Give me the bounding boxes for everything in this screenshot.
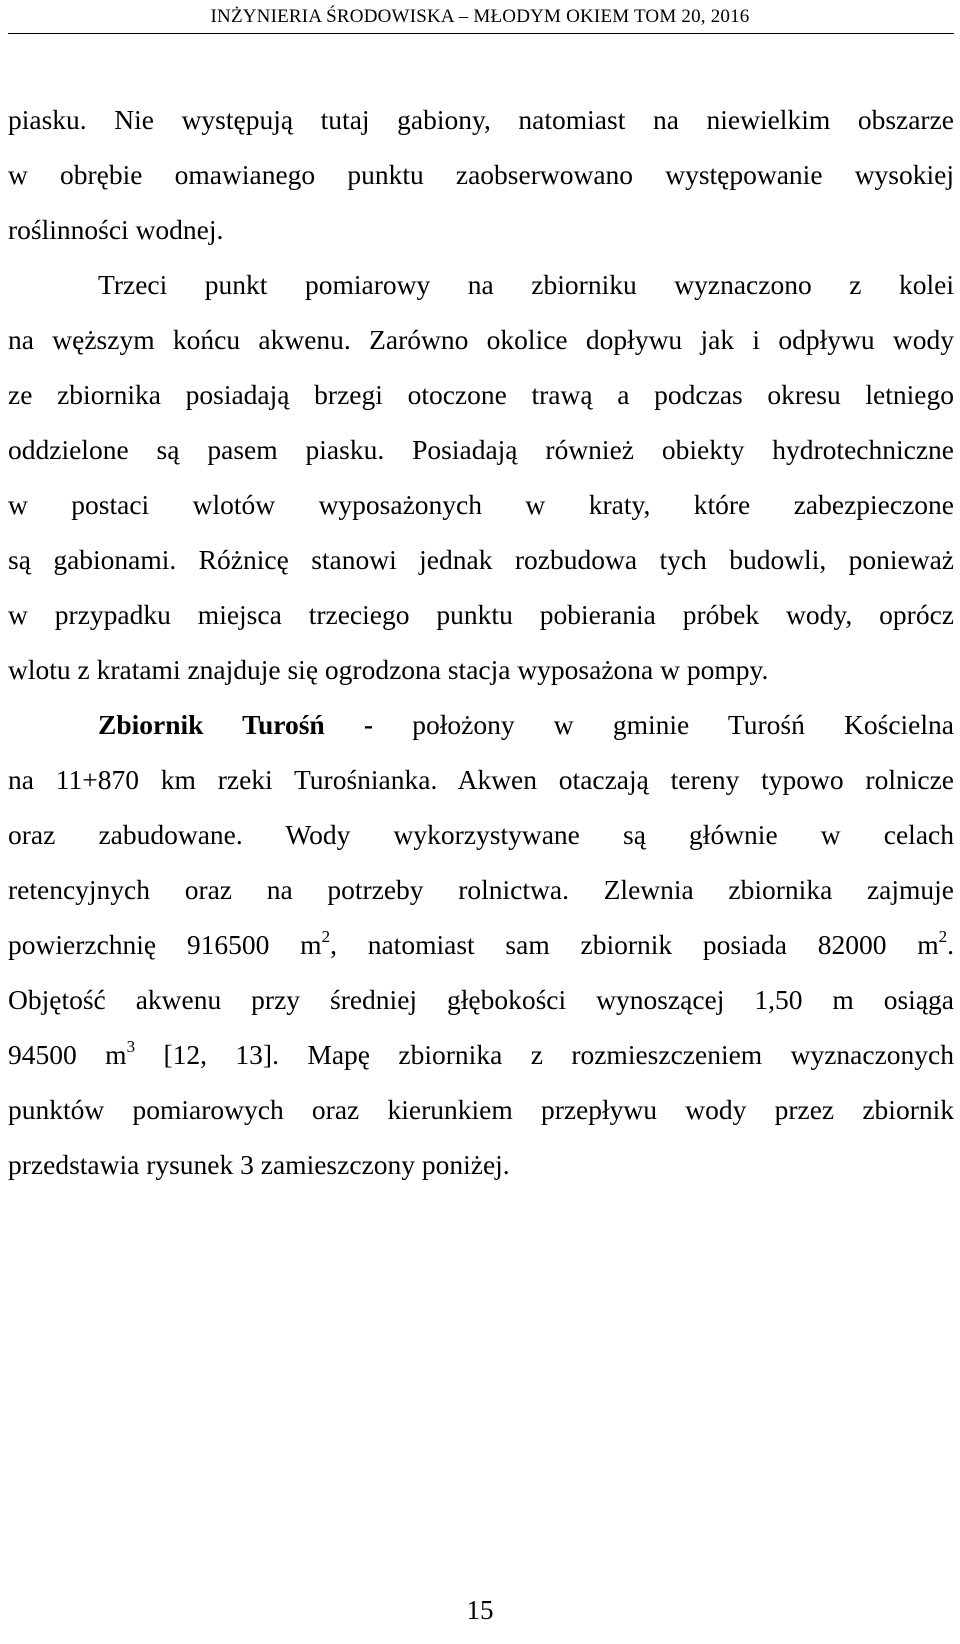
page-number: 15 — [466, 1595, 494, 1625]
text-run: [12, 13]. Mapę zbiornika z rozmieszczeniem wyznaczonych — [135, 1039, 954, 1070]
text-run: , natomiast sam zbiornik posiada 82000 m — [330, 929, 939, 960]
text-line: przedstawia rysunek 3 zamieszczony poniżej. — [8, 1149, 510, 1180]
header-rule — [8, 33, 954, 34]
text-line: Objętość akwenu przy średniej głębokości wynoszącej 1,50 m osiąga — [8, 984, 954, 1015]
text-line: Trzeci punkt pomiarowy na zbiorniku wyznaczono z kolei — [98, 269, 954, 300]
text-line — [8, 697, 954, 752]
text-line: oddzielone są pasem piasku. Posiadają również obiekty hydrotechniczne — [8, 434, 954, 465]
text-line: wlotu z kratami znajduje się ogrodzona stacja wyposażona w pompy. — [8, 654, 769, 685]
running-header: INŻYNIERIA ŚRODOWISKA – MŁODYM OKIEM TOM 20, 2016 — [210, 6, 750, 27]
text-line: na węższym końcu akwenu. Zarówno okolice dopływu jak i odpływu wody — [8, 324, 954, 355]
text-line: są gabionami. Różnicę stanowi jednak rozbudowa tych budowli, ponieważ — [8, 544, 954, 575]
text-line: roślinności wodnej. — [8, 214, 224, 245]
text-line: punktów pomiarowych oraz kierunkiem przepływu wody przez zbiornik — [8, 1094, 954, 1125]
text-line: ze zbiornika posiadają brzegi otoczone trawą a podczas okresu letniego — [8, 379, 954, 410]
superscript: 2 — [321, 927, 331, 946]
text-run: powierzchnię 916500 m — [8, 929, 322, 960]
text-line: na 11+870 km rzeki Turośnianka. Akwen otaczają tereny typowo rolnicze — [8, 764, 954, 795]
text-line — [8, 917, 954, 972]
body-text — [8, 92, 954, 1192]
text-line: w przypadku miejsca trzeciego punktu pobierania próbek wody, oprócz — [8, 599, 954, 630]
text-run: 94500 m — [8, 1039, 127, 1070]
text-line — [8, 1027, 954, 1082]
text-line: oraz zabudowane. Wody wykorzystywane są głównie w celach — [8, 819, 954, 850]
text-run: położony w gminie Turośń Kościelna — [373, 709, 954, 740]
superscript: 2 — [938, 927, 948, 946]
text-line: piasku. Nie występują tutaj gabiony, natomiast na niewielkim obszarze — [8, 104, 954, 135]
superscript: 3 — [126, 1037, 136, 1056]
text-line: w postaci wlotów wyposażonych w kraty, które zabezpieczone — [8, 489, 954, 520]
text-line: retencyjnych oraz na potrzeby rolnictwa. Zlewnia zbiornika zajmuje — [8, 874, 954, 905]
text-run: . — [947, 929, 955, 960]
text-line: w obrębie omawianego punktu zaobserwowano występowanie wysokiej — [8, 159, 954, 190]
reservoir-name: Zbiornik Turośń - — [98, 709, 374, 740]
